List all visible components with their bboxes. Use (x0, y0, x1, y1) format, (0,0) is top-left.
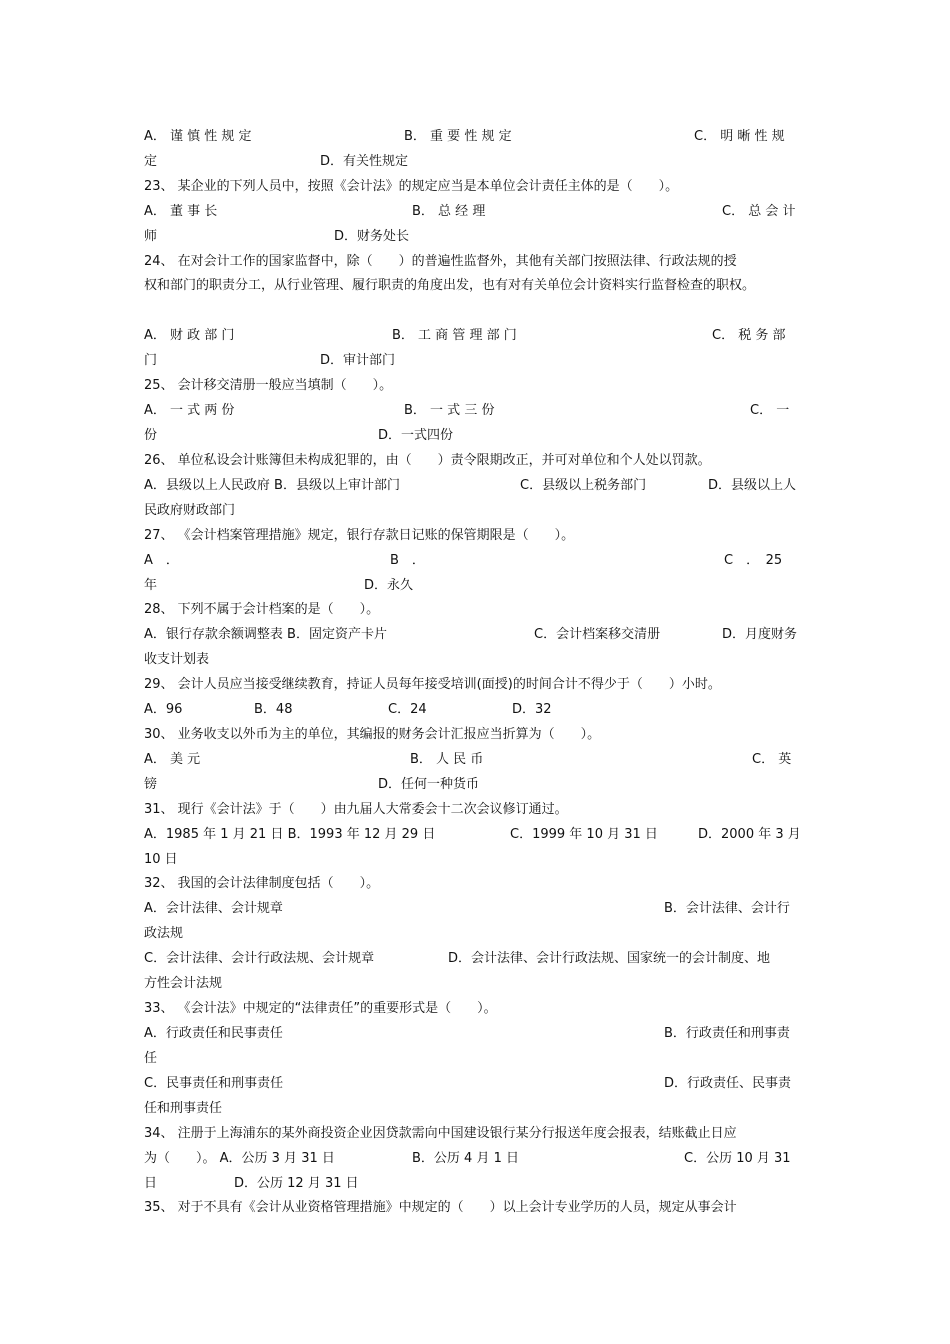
q33-option-b: B．行政责任和刑事责 (664, 1026, 790, 1041)
q29-stem: 29、 会计人员应当接受继续教育，持证人员每年接受培训(面授)的时间合计不得少于（ ）小时。 (144, 677, 721, 692)
q30-option-d: D．任何一种货币 (378, 777, 480, 792)
q33-option-b-wrap: 任 (144, 1051, 158, 1066)
q22-option-a: A． 谨 慎 性 规 定 (144, 129, 252, 144)
q28-stem: 28、 下列不属于会计档案的是（ ）。 (144, 602, 380, 617)
q23-option-c-wrap: 师 (144, 229, 158, 244)
q31-option-d-wrap: 10 日 (144, 852, 178, 867)
q25-stem: 25、 会计移交清册一般应当填制（ ）。 (144, 378, 393, 393)
q27-stem: 27、 《会计档案管理措施》规定，银行存款日记账的保管期限是（ ）。 (144, 528, 575, 543)
q25-option-a: A． 一 式 两 份 (144, 403, 235, 418)
q32-option-b: B．会计法律、会计行 (664, 901, 790, 916)
q34-option-d: D．公历 12 月 31 日 (234, 1176, 359, 1191)
q32-option-b-wrap: 政法规 (144, 926, 184, 941)
q31-option-d: D．2000 年 3 月 (698, 827, 801, 842)
q24-option-a: A． 财 政 部 门 (144, 328, 235, 343)
q24-option-d: D．审计部门 (320, 353, 396, 368)
q23-option-d: D．财务处长 (334, 229, 410, 244)
q29-option-c: C．24 (388, 702, 427, 717)
q30-option-b: B． 人 民 币 (410, 752, 484, 767)
q32-option-d: D．会计法律、会计行政法规、国家统一的会计制度、地 (448, 951, 771, 966)
q23-option-c: C． 总 会 计 (722, 204, 796, 219)
q31-option-ab: A．1985 年 1 月 21 日 B．1993 年 12 月 29 日 (144, 827, 436, 842)
q27-option-c: C ． 25 (724, 553, 783, 568)
q28-option-d-wrap: 收支计划表 (144, 652, 210, 667)
q23-stem: 23、 某企业的下列人员中，按照《会计法》的规定应当是本单位会计责任主体的是（ ）。 (144, 179, 679, 194)
q29-option-b: B．48 (254, 702, 293, 717)
q33-option-c: C．民事责任和刑事责任 (144, 1076, 284, 1091)
q29-option-d: D．32 (512, 702, 552, 717)
q34-option-c-wrap: 日 (144, 1176, 158, 1191)
q23-option-a: A． 董 事 长 (144, 204, 218, 219)
q30-option-a: A． 美 元 (144, 752, 201, 767)
q22-option-b: B． 重 要 性 规 定 (404, 129, 512, 144)
q24-option-c: C． 税 务 部 (712, 328, 786, 343)
q26-option-ab: A．县级以上人民政府 B．县级以上审计部门 (144, 478, 400, 493)
q32-option-c: C．会计法律、会计行政法规、会计规章 (144, 951, 375, 966)
q34-option-c: C．公历 10 月 31 (684, 1151, 791, 1166)
q22-option-d: D．有关性规定 (320, 154, 409, 169)
q33-option-d: D．行政责任、民事责 (664, 1076, 792, 1091)
q29-option-a: A．96 (144, 702, 183, 717)
q22-option-c-wrap: 定 (144, 154, 158, 169)
q27-option-b: B ． (390, 553, 425, 568)
q30-option-c: C． 英 (752, 752, 792, 767)
q22-option-c: C． 明 晰 性 规 (694, 129, 785, 144)
q23-option-b: B． 总 经 理 (412, 204, 486, 219)
q34-stem-line-1: 34、 注册于上海浦东的某外商投资企业因贷款需向中国建设银行某分行报送年度会报表，结账截止日应 (144, 1126, 737, 1141)
q27-option-a: A ． (144, 553, 179, 568)
q25-option-b: B． 一 式 三 份 (404, 403, 495, 418)
q32-option-a: A．会计法律、会计规章 (144, 901, 283, 916)
q31-stem: 31、 现行《会计法》于（ ）由九届人大常委会十二次会议修订通过。 (144, 802, 568, 817)
q33-option-d-wrap: 任和刑事责任 (144, 1101, 223, 1116)
q27-option-d: D．永久 (364, 578, 414, 593)
q28-option-c: C．会计档案移交清册 (534, 627, 661, 642)
q32-stem: 32、 我国的会计法律制度包括（ ）。 (144, 876, 380, 891)
q28-option-ab: A．银行存款余额调整表 B．固定资产卡片 (144, 627, 387, 642)
q31-option-c: C．1999 年 10 月 31 日 (510, 827, 658, 842)
q33-option-a: A．行政责任和民事责任 (144, 1026, 283, 1041)
q30-option-c-wrap: 镑 (144, 777, 158, 792)
q24-stem-line-2: 权和部门的职责分工，从行业管理、履行职责的角度出发，也有对有关单位会计资料实行监督检查的职权。 (144, 278, 756, 293)
q25-option-d: D．一式四份 (378, 428, 454, 443)
q30-stem: 30、 业务收支以外币为主的单位，其编报的财务会计汇报应当折算为（ ）。 (144, 727, 601, 742)
q28-option-d: D．月度财务 (722, 627, 798, 642)
q34-option-b: B．公历 4 月 1 日 (412, 1151, 519, 1166)
q24-stem-line-1: 24、 在对会计工作的国家监督中，除（ ）的普遍性监督外，其他有关部门按照法律、行政法规的授 (144, 254, 737, 269)
q26-option-d-wrap: 民政府财政部门 (144, 503, 236, 518)
q35-stem: 35、 对于不具有《会计从业资格管理措施》中规定的（ ）以上会计专业学历的人员，规定从事会计 (144, 1200, 737, 1215)
q24-option-c-wrap: 门 (144, 353, 158, 368)
q26-stem: 26、 单位私设会计账簿但未构成犯罪的，由（ ）责令限期改正，并可对单位和个人处以罚款。 (144, 453, 711, 468)
q27-option-c-wrap: 年 (144, 578, 158, 593)
q25-option-c-wrap: 份 (144, 428, 158, 443)
q34-stem-line-2-option-a: 为（ ）。 A．公历 3 月 31 日 (144, 1151, 335, 1166)
q26-option-c: C．县级以上税务部门 (520, 478, 647, 493)
q25-option-c: C． 一 (750, 403, 790, 418)
q33-stem: 33、 《会计法》中规定的“法律责任”的重要形式是（ ）。 (144, 1001, 497, 1016)
q32-option-d-wrap: 方性会计法规 (144, 976, 223, 991)
q24-option-b: B． 工 商 管 理 部 门 (392, 328, 517, 343)
q26-option-d: D．县级以上人 (708, 478, 797, 493)
